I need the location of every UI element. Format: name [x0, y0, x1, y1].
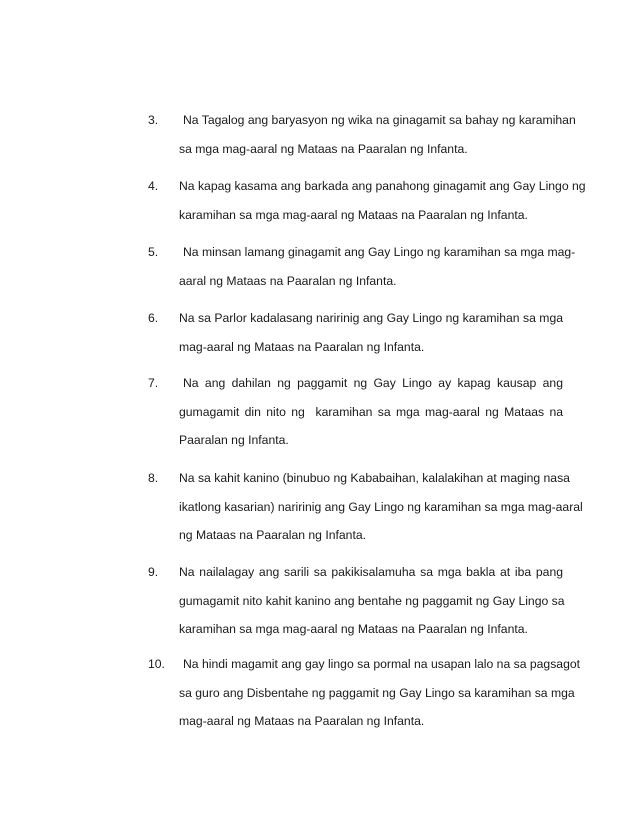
item-line: karamihan sa mga mag-aaral ng Mataas na Paaralan ng Infanta. [179, 207, 528, 222]
item-number: 9. [148, 565, 159, 579]
item-line: ikatlong kasarian) naririnig ang Gay Lingo ng karamihan sa mga mag-aaral [179, 499, 583, 514]
item-line: Na kapag kasama ang barkada ang panahong ginagamit ang Gay Lingo ng [179, 179, 586, 193]
list-item-3 [148, 106, 576, 163]
item-number: 10. [148, 657, 165, 671]
list-item-9 [148, 558, 563, 644]
item-number: 5. [148, 245, 159, 259]
item-line: Na sa kahit kanino (binubuo ng Kababaihan, kalalakihan at maging nasa [179, 471, 570, 485]
item-line: Na ang dahilan ng paggamit ng Gay Lingo ay kapag kausap ang [183, 376, 563, 390]
item-line: sa mga mag-aaral ng Mataas na Paaralan ng Infanta. [179, 141, 468, 156]
item-line: Paaralan ng Infanta. [179, 433, 289, 447]
item-line: mag-aaral ng Mataas na Paaralan ng Infanta. [179, 714, 425, 728]
list-item-10 [148, 650, 581, 736]
item-line: sa guro ang Disbentahe ng paggamit ng Gay Lingo sa karamihan sa mga [179, 685, 575, 700]
item-line: Na Tagalog ang baryasyon ng wika na ginagamit sa bahay ng karamihan [183, 113, 576, 127]
item-line: gumagamit nito kahit kanino ang bentahe ng paggamit ng Gay Lingo sa [179, 593, 565, 608]
list-item-5 [148, 238, 576, 295]
item-line: aaral ng Mataas na Paaralan ng Infanta. [179, 273, 397, 288]
item-number: 8. [148, 471, 159, 485]
item-number: 7. [148, 376, 159, 390]
list-item-6 [148, 304, 563, 361]
item-number: 4. [148, 179, 159, 193]
item-line: karamihan sa mga mag-aaral ng Mataas na Paaralan ng Infanta. [179, 622, 528, 636]
item-line: mag-aaral ng Mataas na Paaralan ng Infanta. [179, 339, 425, 354]
item-line: Na minsan lamang ginagamit ang Gay Lingo ng karamihan sa mga mag- [183, 245, 576, 259]
list-item-8 [148, 464, 583, 550]
list-item-4 [148, 172, 586, 229]
item-line: Na hindi magamit ang gay lingo sa pormal na usapan lalo na sa pagsagot [183, 657, 581, 671]
item-number: 6. [148, 311, 159, 325]
item-line: gumagamit din nito ng karamihan sa mga mag-aaral ng Mataas na [179, 404, 563, 419]
item-line: Na sa Parlor kadalasang naririnig ang Gay Lingo ng karamihan sa mga [179, 311, 563, 325]
item-line: Na nailalagay ang sarili sa pakikisalamuha sa mga bakla at iba pang [179, 565, 563, 579]
item-number: 3. [148, 113, 159, 127]
list-item-7 [148, 369, 563, 455]
item-line: ng Mataas na Paaralan ng Infanta. [179, 528, 367, 542]
